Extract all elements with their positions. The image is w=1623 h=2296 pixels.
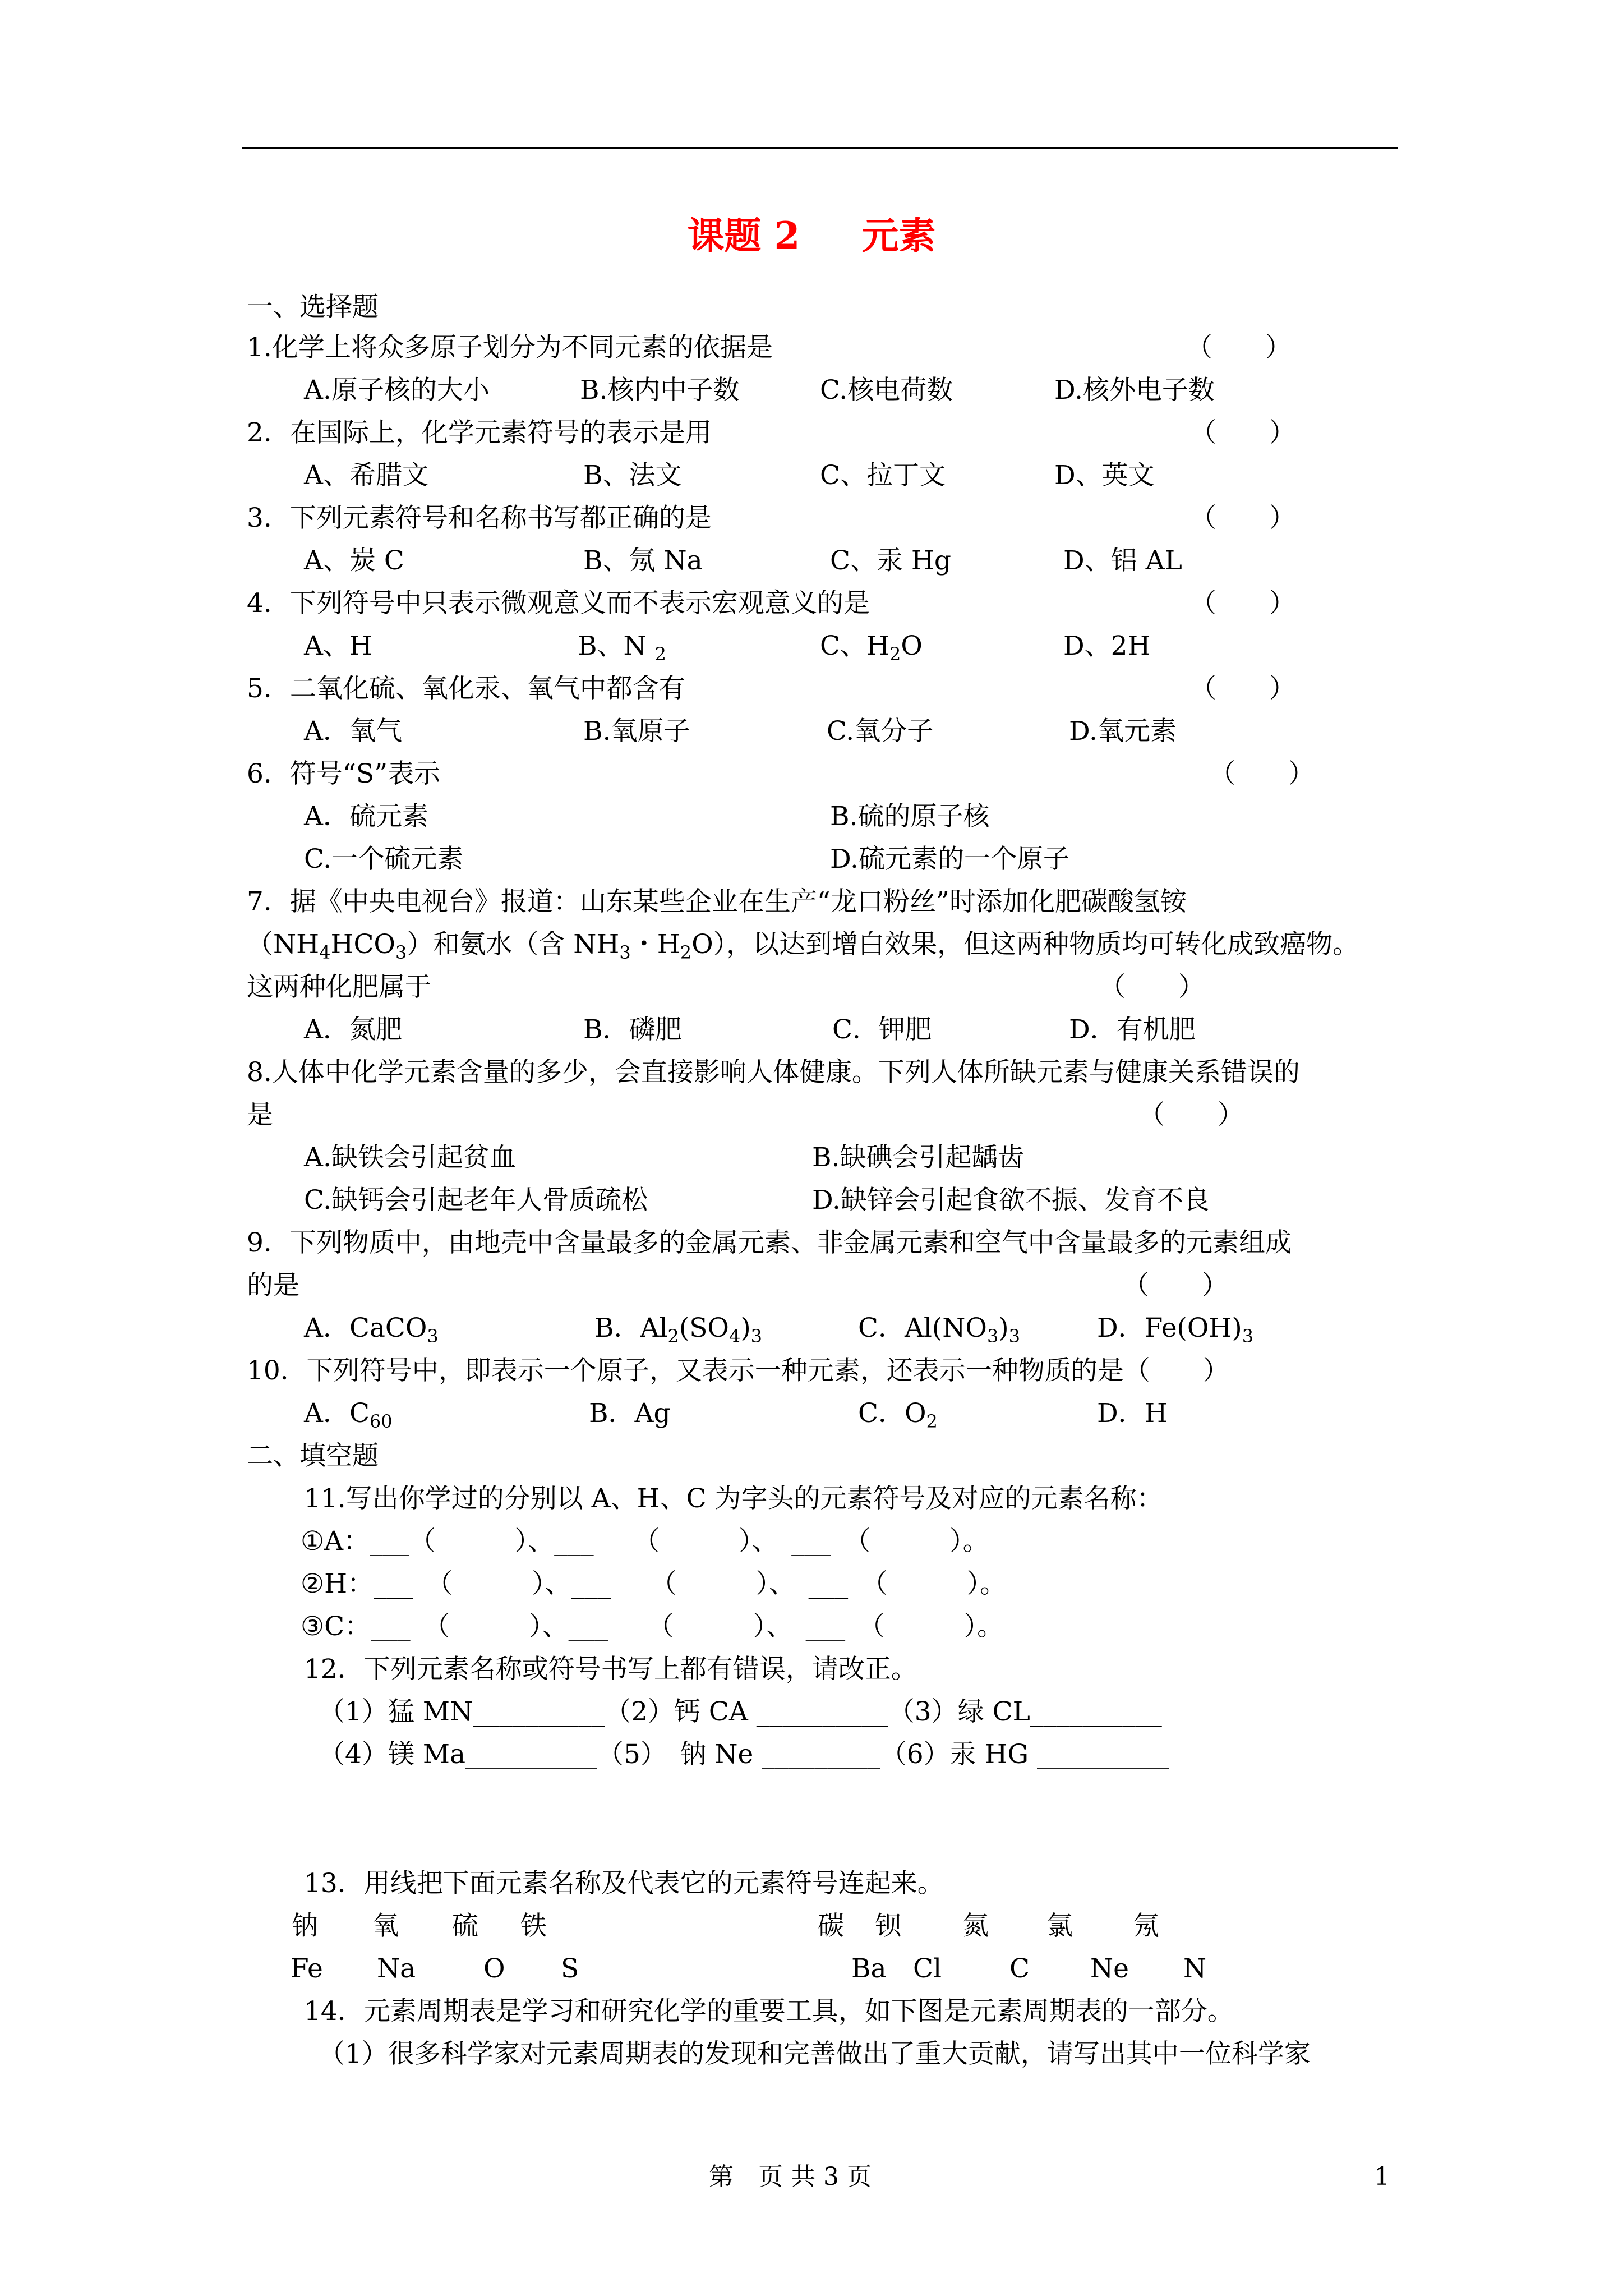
answer-paren: （ ） — [1099, 972, 1205, 1002]
question-stem: 5．二氧化硫、氧化汞、氧气中都含有 — [247, 673, 685, 704]
question-stem: 1.化学上将众多原子划分为不同元素的依据是 — [247, 332, 773, 363]
question-stem: 4．下列符号中只表示微观意义而不表示宏观意义的是 — [247, 588, 870, 619]
subscript: 3 — [427, 1326, 439, 1347]
text-segment: HCO — [330, 929, 395, 960]
answer-paren: （ ） — [1186, 332, 1292, 363]
page-title — [0, 213, 1623, 258]
element-symbol: Fe — [291, 1953, 323, 1984]
option-b: B．Ag — [589, 1398, 671, 1429]
option-c — [858, 1313, 1020, 1352]
element-symbol: Cl — [913, 1953, 942, 1984]
question-stem: 14．元素周期表是学习和研究化学的重要工具，如下图是元素周期表的一部分。 — [304, 1996, 1234, 2027]
option-d: D.核外电子数 — [1054, 375, 1215, 406]
question-stem: 9．下列物质中，由地壳中含量最多的金属元素、非金属元素和空气中含量最多的元素组成 — [247, 1227, 1292, 1258]
option-c: C、拉丁文 — [820, 460, 946, 491]
subscript: 4 — [319, 942, 331, 963]
element-symbol: Ba — [851, 1953, 887, 1984]
fill-row-1: （1）猛 MN__________（2）钙 CA __________（3）绿 CL__________ — [319, 1696, 1162, 1727]
subscript: 2 — [654, 643, 666, 665]
option-d: D、2H — [1063, 631, 1151, 661]
option-a: A.原子核的大小 — [304, 375, 490, 406]
question-stem-line2: 是 — [247, 1099, 273, 1130]
text-segment: C．O — [858, 1398, 926, 1429]
page-footer: 第 页 共 3 页 — [709, 2162, 872, 2191]
option-c: C．钾肥 — [832, 1014, 932, 1045]
option-c: C、汞 Hg — [830, 545, 951, 576]
title-part1: 课题 2 — [687, 214, 800, 257]
option-a: A、H — [304, 631, 372, 661]
element-name: 钡 — [875, 1911, 901, 1941]
question-stem: 8.人体中化学元素含量的多少，会直接影响人体健康。下列人体所缺元素与健康关系错误的 — [247, 1057, 1300, 1088]
element-name: 钠 — [292, 1911, 318, 1941]
option-a — [304, 1313, 439, 1352]
option-b — [578, 631, 666, 670]
question-stem: 11.写出你学过的分别以 A、H、C 为字头的元素符号及对应的元素名称： — [304, 1483, 1163, 1514]
question-part: （1）很多科学家对元素周期表的发现和完善做出了重大贡献，请写出其中一位科学家 — [319, 2039, 1311, 2069]
option-c: C.氧分子 — [827, 716, 934, 747]
element-name: 铁 — [520, 1911, 547, 1941]
header-rule — [242, 147, 1398, 149]
option-b: B.缺碘会引起龋齿 — [812, 1142, 1025, 1173]
text-segment: O），以达到增白效果，但这两种物质均可转化成致癌物。 — [691, 929, 1359, 960]
option-b: B、氖 Na — [583, 545, 703, 576]
question-stem: 2．在国际上，化学元素符号的表示是用 — [247, 417, 712, 448]
fill-row-2: （4）镁 Ma__________（5） 钠 Ne _________（6）汞 HG __________ — [319, 1739, 1169, 1770]
answer-paren: （ ） — [1190, 503, 1295, 533]
title-part2: 元素 — [861, 214, 936, 257]
question-stem-line2: 的是 — [247, 1270, 299, 1301]
element-name: 氮 — [962, 1911, 989, 1941]
element-name: 氧 — [372, 1911, 399, 1941]
option-a: A、炭 C — [304, 545, 404, 576]
subscript: 3 — [619, 942, 631, 963]
fill-row-h: ②H：___ （ ）、___ （ ）、 ___ （ ）。 — [301, 1568, 1007, 1599]
text-segment: B．Al — [594, 1313, 668, 1343]
option-d: D、英文 — [1054, 460, 1155, 491]
question-stem: 10．下列符号中，即表示一个原子，又表示一种元素，还表示一种物质的是（ ） — [247, 1355, 1229, 1386]
fill-row-c: ③C：___ （ ）、___ （ ）、 ___ （ ）。 — [301, 1611, 1004, 1642]
option-c-main: C、H — [820, 631, 889, 661]
option-a: A．硫元素 — [304, 801, 428, 832]
text-segment: ・H — [630, 929, 680, 960]
option-d: D.氧元素 — [1069, 716, 1177, 747]
option-a: A、希腊文 — [304, 460, 428, 491]
element-symbol: C — [1009, 1953, 1030, 1984]
subscript: 2 — [680, 942, 692, 963]
element-name: 碳 — [818, 1911, 844, 1941]
subscript: 3 — [1242, 1326, 1254, 1347]
subscript: 2 — [889, 643, 901, 665]
question-stem: 12．下列元素名称或符号书写上都有错误，请改正。 — [304, 1654, 917, 1685]
element-name: 氯 — [1046, 1911, 1073, 1941]
subscript: 3 — [750, 1326, 763, 1347]
option-d: D．H — [1097, 1398, 1168, 1429]
section-heading: 一、选择题 — [247, 292, 379, 323]
option-a: A．氧气 — [304, 716, 402, 747]
subscript: 4 — [728, 1326, 741, 1347]
subscript: 60 — [369, 1411, 393, 1432]
option-c: C.缺钙会引起老年人骨质疏松 — [304, 1185, 648, 1216]
option-a — [304, 1398, 393, 1437]
text-segment: ）和氨水（含 NH — [407, 929, 620, 960]
option-b: B.核内中子数 — [580, 375, 740, 406]
option-b — [594, 1313, 762, 1352]
option-d: D．有机肥 — [1069, 1014, 1196, 1045]
subscript: 2 — [926, 1411, 938, 1432]
option-d: D、铝 AL — [1063, 545, 1182, 576]
option-d: D.缺锌会引起食欲不振、发育不良 — [812, 1185, 1210, 1216]
text-segment: （NH — [247, 929, 320, 960]
page-number: 1 — [1374, 2162, 1390, 2191]
text-segment: D．Fe(OH) — [1097, 1313, 1242, 1343]
option-b: B.氧原子 — [583, 716, 690, 747]
element-name: 硫 — [452, 1911, 478, 1941]
answer-paren: （ ） — [1190, 588, 1295, 619]
element-symbol: S — [561, 1953, 579, 1984]
question-stem: 3．下列元素符号和名称书写都正确的是 — [247, 503, 712, 533]
option-c: C.核电荷数 — [820, 375, 953, 406]
section-heading: 二、填空题 — [247, 1441, 379, 1471]
subscript: 3 — [395, 942, 407, 963]
text-segment: (SO — [679, 1313, 729, 1343]
option-b: B.硫的原子核 — [830, 801, 990, 832]
subscript: 2 — [667, 1326, 679, 1347]
option-c — [820, 631, 923, 670]
answer-paren: （ ） — [1190, 417, 1295, 448]
subscript: 3 — [1008, 1326, 1020, 1347]
element-symbol: N — [1183, 1953, 1207, 1984]
option-a: A．氮肥 — [304, 1014, 402, 1045]
element-symbol: Na — [377, 1953, 416, 1984]
question-stem-line2 — [247, 929, 1359, 968]
answer-paren: （ ） — [1209, 758, 1315, 789]
option-b-main: B、N — [578, 631, 647, 661]
text-segment: ) — [740, 1313, 751, 1343]
option-b: B．磷肥 — [583, 1014, 682, 1045]
option-c-tail: O — [901, 631, 923, 661]
question-stem: 7．据《中央电视台》报道：山东某些企业在生产“龙口粉丝”时添加化肥碳酸氢铵 — [247, 886, 1187, 917]
answer-paren: （ ） — [1123, 1270, 1228, 1301]
answer-paren: （ ） — [1190, 673, 1295, 704]
subscript: 3 — [986, 1326, 999, 1347]
text-segment: A．C — [304, 1398, 370, 1429]
fill-row-a: ①A：___（ ）、___ （ ）、 ___ （ ）。 — [301, 1526, 989, 1557]
option-a: A.缺铁会引起贫血 — [304, 1142, 516, 1173]
question-stem: 6．符号“S”表示 — [247, 758, 441, 789]
option-d — [1097, 1313, 1253, 1352]
option-c — [858, 1398, 938, 1437]
option-d: D.硫元素的一个原子 — [830, 844, 1069, 875]
option-c: C.一个硫元素 — [304, 844, 464, 875]
option-b: B、法文 — [583, 460, 682, 491]
text-segment: C．Al(NO — [858, 1313, 987, 1343]
text-segment: A．CaCO — [304, 1313, 427, 1343]
text-segment: ) — [998, 1313, 1009, 1343]
question-stem: 13．用线把下面元素名称及代表它的元素符号连起来。 — [304, 1868, 944, 1899]
element-symbol: Ne — [1090, 1953, 1129, 1984]
question-stem-line3: 这两种化肥属于 — [247, 972, 431, 1002]
element-name: 氖 — [1133, 1911, 1159, 1941]
answer-paren: （ ） — [1138, 1099, 1244, 1130]
element-symbol: O — [483, 1953, 505, 1984]
